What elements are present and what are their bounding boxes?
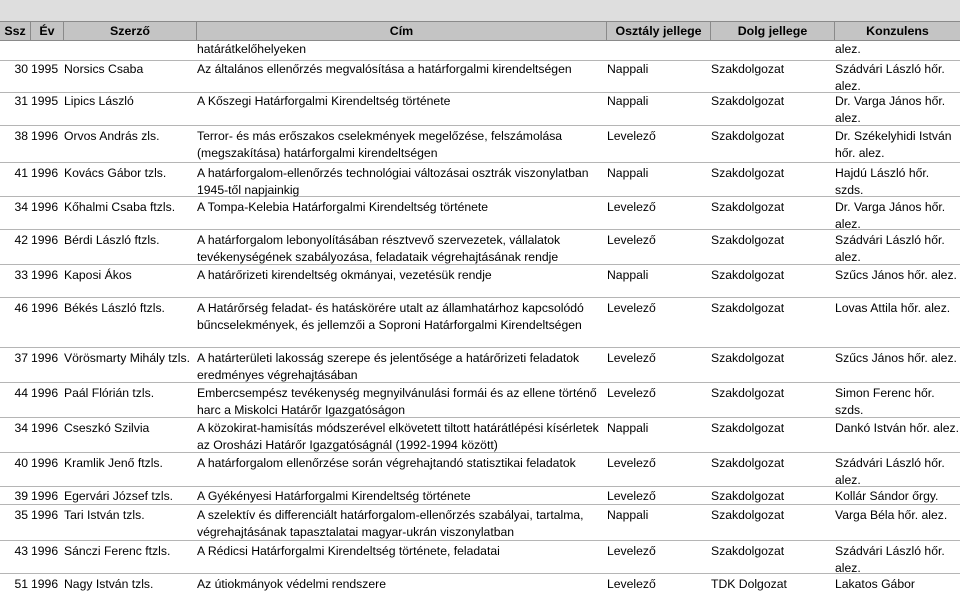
- cell-cim: A Tompa-Kelebia Határforgalmi Kirendeltség története: [197, 200, 489, 214]
- cell-ev: 1996: [31, 129, 59, 143]
- cell-osztaly: Levelező: [607, 577, 656, 591]
- cell-cim: Az általános ellenőrzés megvalósítása a határforgalmi kirendeltségen: [197, 62, 572, 76]
- table-row[interactable]: [0, 163, 960, 197]
- cell-cim: A szelektív és differenciált határforgalom-ellenőrzés szabályai, tartalma, végrehajtásának tapasztalatai magyar-ukrán viszonylatban: [197, 508, 584, 539]
- cell-ev: 1995: [31, 62, 59, 76]
- cell-ev: 1996: [31, 421, 59, 435]
- cell-konzulens: Szádvári László hőr. alez.: [835, 544, 945, 575]
- cell-osztaly: Levelező: [607, 200, 656, 214]
- cell-ssz: 37: [14, 351, 28, 365]
- cell-dolg: Szakdolgozat: [711, 386, 785, 400]
- cell-ssz: 42: [14, 233, 28, 247]
- cell-cim: Embercsempész tevékenység megnyilvánulási formái és az ellene történő harc a Miskolci Határőr Igazgatóságon: [197, 386, 597, 417]
- cell-konzulens: Simon Ferenc hőr. szds.: [835, 386, 935, 417]
- table-row[interactable]: [0, 230, 960, 265]
- table-row[interactable]: [0, 41, 960, 61]
- cell-ssz: 39: [14, 489, 28, 503]
- cell-cim: A Határőrség feladat- és hatáskörére utalt az államhatárhoz kapcsolódó bűncselekmények, és jellemzői a Soproni Határforgalmi Kirendeltségen: [197, 301, 584, 332]
- cell-ssz: 34: [14, 200, 28, 214]
- cell-ssz: 40: [14, 456, 28, 470]
- cell-dolg: Szakdolgozat: [711, 268, 785, 282]
- cell-cim: Az útiokmányok védelmi rendszere: [197, 577, 386, 591]
- cell-ssz: 44: [14, 386, 28, 400]
- cell-osztaly: Nappali: [607, 62, 649, 76]
- cell-konzulens: Lakatos Gábor: [835, 577, 915, 591]
- header-cim[interactable]: Cím: [197, 22, 607, 40]
- cell-konzulens: Dr. Varga János hőr. alez.: [835, 94, 946, 125]
- cell-osztaly: Levelező: [607, 233, 656, 247]
- table-row[interactable]: [0, 93, 960, 126]
- header-dolg[interactable]: Dolg jellege: [711, 22, 835, 40]
- cell-szerzo: Bérdi László ftzls.: [64, 233, 160, 247]
- cell-szerzo: Vörösmarty Mihály tzls.: [64, 351, 190, 365]
- cell-ssz: 35: [14, 508, 28, 522]
- cell-szerzo: Tari István tzls.: [64, 508, 145, 522]
- cell-dolg: Szakdolgozat: [711, 200, 785, 214]
- cell-dolg: Szakdolgozat: [711, 489, 785, 503]
- cell-osztaly: Levelező: [607, 489, 656, 503]
- cell-konzulens: Kollár Sándor őrgy.: [835, 489, 939, 503]
- cell-szerzo: Cseszkó Szilvia: [64, 421, 150, 435]
- header-konzulens[interactable]: Konzulens: [866, 24, 929, 38]
- cell-konzulens: Dr. Székelyhidi István hőr. alez.: [835, 129, 952, 160]
- cell-cim: határátkelőhelyeken: [197, 42, 307, 56]
- cell-ssz: 43: [14, 544, 28, 558]
- cell-szerzo: Orvos András zls.: [64, 129, 160, 143]
- cell-osztaly: Nappali: [607, 166, 649, 180]
- cell-cim: A Gyékényesi Határforgalmi Kirendeltség története: [197, 489, 471, 503]
- table-row[interactable]: [0, 61, 960, 93]
- cell-dolg: TDK Dolgozat: [711, 577, 787, 591]
- cell-ssz: 51: [14, 577, 28, 591]
- table-row[interactable]: [0, 265, 960, 298]
- cell-szerzo: Békés László ftzls.: [64, 301, 165, 315]
- cell-cim: A határforgalom lebonyolításában résztvevő szervezetek, vállalatok tevékenységének szabályozása, feladataik végrehajtásának rendje: [197, 233, 561, 264]
- table-header: [0, 21, 960, 41]
- cell-szerzo: Kramlik Jenő ftzls.: [64, 456, 163, 470]
- cell-dolg: Szakdolgozat: [711, 233, 785, 247]
- header-osztaly[interactable]: Osztály jellege: [607, 22, 711, 40]
- cell-ev: 1996: [31, 351, 59, 365]
- table-row[interactable]: [0, 487, 960, 505]
- cell-dolg: Szakdolgozat: [711, 456, 785, 470]
- cell-osztaly: Levelező: [607, 386, 656, 400]
- cell-osztaly: Nappali: [607, 508, 649, 522]
- cell-dolg: Szakdolgozat: [711, 129, 785, 143]
- cell-osztaly: Levelező: [607, 301, 656, 315]
- cell-ssz: 31: [14, 94, 28, 108]
- cell-ev: 1996: [31, 544, 59, 558]
- cell-osztaly: Nappali: [607, 268, 649, 282]
- cell-szerzo: Norsics Csaba: [64, 62, 144, 76]
- header-ssz[interactable]: Ssz: [0, 22, 31, 40]
- table-row[interactable]: [0, 453, 960, 487]
- cell-ev: 1996: [31, 233, 59, 247]
- cell-konzulens: Dankó István hőr. alez.: [835, 421, 959, 435]
- cell-ssz: 46: [14, 301, 28, 315]
- cell-ev: 1996: [31, 268, 59, 282]
- cell-szerzo: Nagy István tzls.: [64, 577, 154, 591]
- cell-osztaly: Nappali: [607, 421, 649, 435]
- cell-ev: 1996: [31, 386, 59, 400]
- table-row[interactable]: [0, 574, 960, 594]
- table-row[interactable]: [0, 418, 960, 453]
- cell-konzulens: Szűcs János hőr. alez.: [835, 351, 957, 365]
- cell-ev: 1996: [31, 456, 59, 470]
- cell-konzulens: Lovas Attila hőr. alez.: [835, 301, 951, 315]
- header-szerzo[interactable]: Szerző: [64, 22, 197, 40]
- table-body: [0, 41, 960, 594]
- cell-dolg: Szakdolgozat: [711, 421, 785, 435]
- cell-ev: 1996: [31, 301, 59, 315]
- cell-szerzo: Egervári József tzls.: [64, 489, 174, 503]
- cell-konzulens: Dr. Varga János hőr. alez.: [835, 200, 946, 231]
- table-row[interactable]: [0, 126, 960, 163]
- cell-osztaly: Levelező: [607, 456, 656, 470]
- header-ev[interactable]: Év: [31, 22, 64, 40]
- top-toolbar-strip: [0, 0, 960, 21]
- cell-szerzo: Sánczi Ferenc ftzls.: [64, 544, 171, 558]
- cell-ev: 1996: [31, 200, 59, 214]
- cell-konzulens: alez.: [835, 42, 861, 56]
- cell-szerzo: Kőhalmi Csaba ftzls.: [64, 200, 176, 214]
- table-row[interactable]: [0, 348, 960, 383]
- cell-osztaly: Nappali: [607, 94, 649, 108]
- cell-ssz: 34: [14, 421, 28, 435]
- table-row[interactable]: [0, 541, 960, 574]
- cell-cim: Terror- és más erőszakos cselekmények megelőzése, felszámolása (megszakítása) határforgalmi kirendeltségen: [197, 129, 563, 160]
- cell-ev: 1996: [31, 508, 59, 522]
- cell-ssz: 38: [14, 129, 28, 143]
- cell-cim: A határőrizeti kirendeltség okmányai, vezetésük rendje: [197, 268, 492, 282]
- cell-cim: A határforgalom-ellenőrzés technológiai változásai osztrák viszonylatban 1945-től napjainkig: [197, 166, 589, 197]
- cell-ev: 1996: [31, 166, 59, 180]
- table-row[interactable]: [0, 298, 960, 348]
- cell-konzulens: Szádvári László hőr. alez.: [835, 62, 945, 93]
- cell-dolg: Szakdolgozat: [711, 62, 785, 76]
- table-row[interactable]: [0, 197, 960, 230]
- cell-dolg: Szakdolgozat: [711, 508, 785, 522]
- cell-ev: 1996: [31, 489, 59, 503]
- cell-cim: A határforgalom ellenőrzése során végrehajtandó statisztikai feladatok: [197, 456, 576, 470]
- cell-osztaly: Levelező: [607, 129, 656, 143]
- cell-dolg: Szakdolgozat: [711, 301, 785, 315]
- cell-konzulens: Szádvári László hőr. alez.: [835, 456, 945, 487]
- table-row[interactable]: [0, 383, 960, 418]
- cell-ssz: 41: [14, 166, 28, 180]
- cell-szerzo: Kaposi Ákos: [64, 268, 132, 282]
- cell-cim: A közokirat-hamisítás módszerével elkövetett tiltott határátlépési kísérletek az Orosházi Határőr Igazgatóságnál (1992-1994 között): [197, 421, 599, 452]
- cell-konzulens: Hajdú László hőr. szds.: [835, 166, 930, 197]
- cell-cim: A Rédicsi Határforgalmi Kirendeltség története, feladatai: [197, 544, 500, 558]
- cell-cim: A Kőszegi Határforgalmi Kirendeltség története: [197, 94, 451, 108]
- cell-ev: 1996: [31, 577, 59, 591]
- cell-szerzo: Lipics László: [64, 94, 134, 108]
- cell-dolg: Szakdolgozat: [711, 166, 785, 180]
- cell-konzulens: Varga Béla hőr. alez.: [835, 508, 948, 522]
- cell-dolg: Szakdolgozat: [711, 351, 785, 365]
- cell-konzulens: Szűcs János hőr. alez.: [835, 268, 957, 282]
- cell-osztaly: Levelező: [607, 544, 656, 558]
- cell-dolg: Szakdolgozat: [711, 544, 785, 558]
- cell-szerzo: Paál Flórián tzls.: [64, 386, 155, 400]
- cell-ssz: 30: [14, 62, 28, 76]
- cell-dolg: Szakdolgozat: [711, 94, 785, 108]
- cell-cim: A határterületi lakosság szerepe és jelentősége a határőrizeti feladatok eredményes végrehajtásában: [197, 351, 580, 382]
- cell-szerzo: Kovács Gábor tzls.: [64, 166, 167, 180]
- cell-osztaly: Levelező: [607, 351, 656, 365]
- cell-ssz: 33: [14, 268, 28, 282]
- table-row[interactable]: [0, 505, 960, 541]
- cell-konzulens: Szádvári László hőr. alez.: [835, 233, 945, 264]
- cell-ev: 1995: [31, 94, 59, 108]
